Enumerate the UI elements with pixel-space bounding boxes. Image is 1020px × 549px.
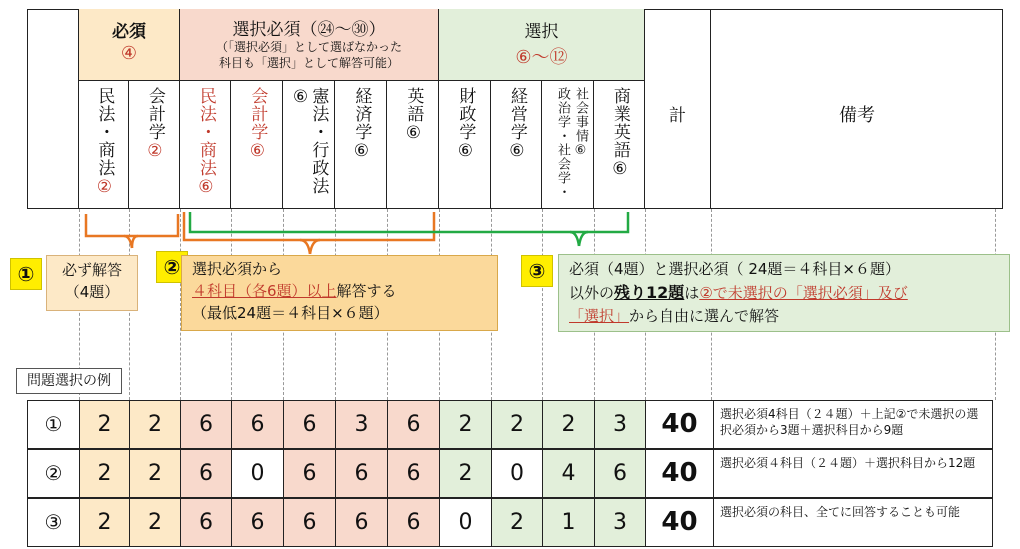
- example-row: [27, 449, 993, 498]
- group-selreq: [180, 9, 439, 81]
- group-selreq-note2: 科目も「選択」として解答可能）: [218, 56, 399, 71]
- example-value-cell: 2: [492, 499, 543, 546]
- group-required-title: 必須: [112, 22, 146, 42]
- example-total-cell: 40: [646, 499, 714, 546]
- example-value-cell: 3: [336, 401, 388, 448]
- blank-header-cell: [27, 9, 79, 209]
- subject-cell: [542, 81, 594, 209]
- examples-label: 問題選択の例: [16, 368, 122, 394]
- example-value-cell: 0: [232, 450, 284, 497]
- example-value-cell: 6: [181, 450, 232, 497]
- subject-name: 英語: [403, 87, 424, 123]
- group-select-title: 選択: [524, 22, 559, 42]
- subject-name: 憲法・行政法: [308, 87, 329, 195]
- box-1: [46, 255, 138, 311]
- example-row: [27, 498, 993, 547]
- example-value-cell: 6: [284, 401, 336, 448]
- example-value-cell: 6: [181, 499, 232, 546]
- subject-cell: [231, 81, 283, 209]
- subject-count: ⑥: [351, 141, 372, 162]
- example-value-cell: 3: [595, 401, 646, 448]
- example-total-cell: 40: [646, 450, 714, 497]
- subject-count: ⑥: [195, 177, 216, 198]
- subject-count: ⑥: [609, 159, 630, 180]
- group-required: [79, 9, 180, 81]
- example-value-cell: 6: [232, 401, 284, 448]
- green-brace: [190, 212, 628, 232]
- badge-2: ②: [156, 251, 188, 283]
- green-brace-tip: [570, 232, 579, 246]
- subject-name: 商業英語: [609, 87, 630, 159]
- box-3-line3a: 「選択」: [569, 306, 630, 325]
- required-brace-tip2: [132, 236, 138, 248]
- box-3-remaining: 残り12題: [614, 282, 685, 302]
- selreq-brace-tip2: [310, 240, 320, 254]
- group-select: [439, 9, 645, 81]
- example-value-cell: 6: [388, 499, 440, 546]
- group-required-count: ④: [120, 43, 138, 64]
- example-value-cell: 1: [543, 499, 595, 546]
- required-brace: [86, 214, 178, 236]
- box-2-line1: 選択必須から: [192, 260, 283, 278]
- remarks-header-label: 備考: [839, 105, 875, 126]
- example-note: 選択必須４科目（２４題）＋選択科目から12題: [720, 456, 976, 470]
- example-value-cell: 2: [440, 450, 492, 497]
- badge-1: ①: [10, 258, 42, 290]
- example-value-cell: 6: [336, 450, 388, 497]
- subject-name: 経済学: [351, 87, 372, 141]
- subject-cell: [594, 81, 645, 209]
- example-value-cell: 0: [492, 450, 543, 497]
- box-3-line3b: から自由に選んで解答: [629, 306, 780, 325]
- example-value-cell: 2: [80, 450, 130, 497]
- total-header-label: 計: [669, 106, 686, 126]
- example-value-cell: 6: [595, 450, 646, 497]
- subject-cell: [491, 81, 542, 209]
- example-row-label: ②: [28, 450, 80, 497]
- example-note: 選択必須の科目、全てに回答することも可能: [720, 505, 961, 519]
- subject-name: 財政学: [455, 87, 476, 141]
- subject-count: ⑥: [506, 141, 527, 162]
- example-value-cell: 2: [80, 401, 130, 448]
- subject-name: 会計学: [247, 87, 268, 141]
- subject-cell: [129, 81, 180, 209]
- box-3: [558, 254, 1010, 332]
- example-value-cell: 6: [232, 499, 284, 546]
- example-value-cell: 6: [284, 499, 336, 546]
- group-selreq-note1: （「選択必須」として選ばなかった: [215, 40, 402, 54]
- example-note: 選択必須4科目（２４題）＋上記②で未選択の選択必須から3題＋選択科目から9題: [720, 407, 979, 438]
- box-3-line2d: ②で未選択の「選択必須」及び: [699, 283, 908, 302]
- subject-cell: [283, 81, 335, 209]
- example-row: [27, 400, 993, 449]
- selreq-brace: [184, 212, 434, 240]
- box-3-line2c: は: [684, 283, 700, 302]
- box-2-line2-rest: 解答する: [336, 281, 397, 300]
- dashed-guide: [542, 209, 543, 400]
- example-row-label: ③: [28, 499, 80, 546]
- example-value-cell: 2: [130, 499, 181, 546]
- example-row-label: ①: [28, 401, 80, 448]
- subject-name: 社会事情⑥: [573, 87, 588, 159]
- box-3-line2a: 以外の: [569, 283, 615, 302]
- example-value-cell: 6: [336, 499, 388, 546]
- subject-name-line2: 政治学・社会学・: [555, 87, 570, 199]
- selreq-brace-tip: [300, 240, 310, 254]
- subject-name: 民法・商法: [94, 87, 115, 177]
- example-value-cell: 0: [440, 499, 492, 546]
- box-1-line2: （4題）: [64, 282, 120, 301]
- subject-cell: [387, 81, 439, 209]
- example-value-cell: 2: [543, 401, 595, 448]
- example-total-cell: 40: [646, 401, 714, 448]
- subject-count: ②: [144, 141, 165, 162]
- subject-count: ⑥: [290, 87, 311, 108]
- example-value-cell: 2: [440, 401, 492, 448]
- box-2: [181, 255, 498, 331]
- subject-name: 民法・商法: [195, 87, 216, 177]
- example-value-cell: 2: [80, 499, 130, 546]
- remarks-header: [711, 9, 1003, 209]
- green-brace-tip2: [579, 232, 588, 246]
- example-value-cell: 6: [388, 401, 440, 448]
- subject-cell: [335, 81, 387, 209]
- box-2-highlight: ４科目（各6題）以上: [192, 281, 337, 300]
- example-value-cell: 6: [388, 450, 440, 497]
- example-value-cell: 3: [595, 499, 646, 546]
- subject-count: ⑥: [247, 141, 268, 162]
- example-value-cell: 6: [284, 450, 336, 497]
- subject-count: ⑥: [455, 141, 476, 162]
- example-value-cell: 2: [130, 401, 181, 448]
- box-1-line1: 必ず解答: [61, 261, 122, 279]
- subject-name: 会計学: [144, 87, 165, 141]
- subject-cell: [439, 81, 491, 209]
- subject-cell: [180, 81, 231, 209]
- required-brace-tip: [124, 236, 132, 248]
- subject-count: ⑥: [403, 123, 424, 144]
- subject-name: 経営学: [506, 87, 527, 141]
- subject-count: ⑥: [573, 143, 588, 159]
- group-selreq-title: 選択必須（㉔〜㉚）: [232, 20, 386, 40]
- group-select-count: ⑥〜⑫: [515, 47, 568, 68]
- example-value-cell: 2: [130, 450, 181, 497]
- example-value-cell: 4: [543, 450, 595, 497]
- example-value-cell: 2: [492, 401, 543, 448]
- subject-cell: [79, 81, 129, 209]
- box-3-line1: 必須（4題）と選択必須（ 24題＝４科目×６題）: [569, 260, 900, 278]
- total-header: [645, 9, 711, 209]
- box-2-line3: （最低24題＝４科目×６題）: [192, 303, 389, 322]
- example-value-cell: 6: [181, 401, 232, 448]
- subject-count: ②: [94, 177, 115, 198]
- badge-3: ③: [521, 255, 553, 287]
